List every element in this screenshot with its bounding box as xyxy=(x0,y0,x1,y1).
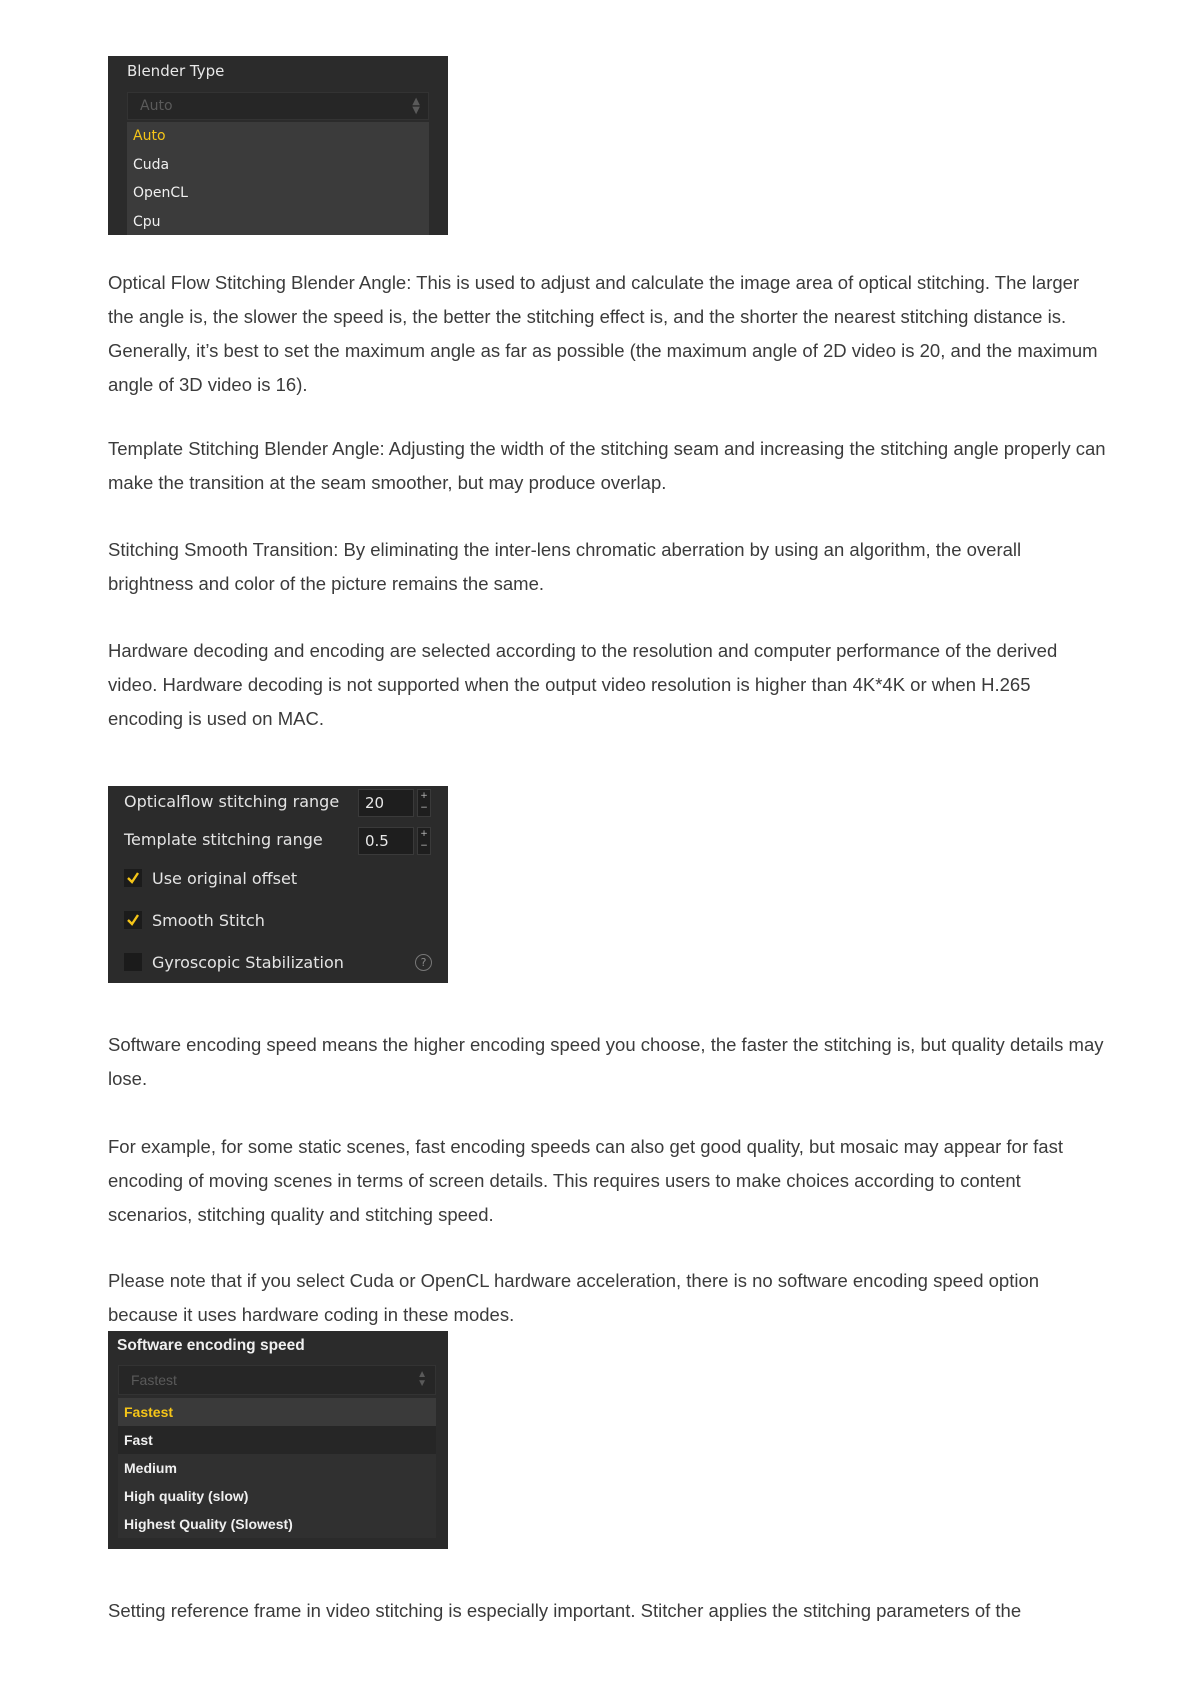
use-original-offset-checkbox[interactable] xyxy=(124,869,142,887)
gyroscopic-stabilization-checkbox[interactable] xyxy=(124,953,142,971)
opticalflow-range-stepper[interactable]: + − xyxy=(417,789,431,817)
template-range-input[interactable]: 0.5 xyxy=(358,827,414,855)
opticalflow-range-label: Opticalflow stitching range xyxy=(124,792,340,811)
checkmark-icon xyxy=(125,912,141,928)
template-range-stepper[interactable]: + − xyxy=(417,827,431,855)
blender-option-auto[interactable]: Auto xyxy=(133,128,166,144)
paragraph-software-encoding: Software encoding speed means the higher encoding speed you choose, the faster the stitching is, but quality details may lose. xyxy=(108,1034,1104,1089)
software-encoding-options xyxy=(118,1398,436,1538)
encoding-option-medium[interactable]: Medium xyxy=(124,1460,177,1476)
smooth-stitch-label: Smooth Stitch xyxy=(152,911,265,930)
blender-type-title: Blender Type xyxy=(127,62,225,80)
blender-option-cuda[interactable]: Cuda xyxy=(133,156,170,173)
software-encoding-panel xyxy=(108,1331,448,1549)
paragraph-reference-frame: Setting reference frame in video stitching is especially important. Stitcher applies the stitching parameters of the xyxy=(108,1600,1022,1621)
encoding-option-highest-quality[interactable]: Highest Quality (Slowest) xyxy=(124,1516,293,1532)
template-range-label: Template stitching range xyxy=(124,830,323,849)
paragraph-hardware-note: Please note that if you select Cuda or OpenCL hardware acceleration, there is no software encoding speed option because it uses hardware coding in these modes. xyxy=(108,1270,1040,1325)
encoding-option-high-quality[interactable]: High quality (slow) xyxy=(124,1488,249,1504)
gyroscopic-stabilization-label: Gyroscopic Stabilization xyxy=(152,953,344,972)
blender-type-options xyxy=(127,122,429,235)
software-encoding-select[interactable] xyxy=(118,1365,436,1395)
stitching-settings-panel xyxy=(108,786,448,983)
blender-option-cpu[interactable]: Cpu xyxy=(133,213,161,230)
blender-type-select[interactable] xyxy=(127,92,429,120)
smooth-stitch-checkbox[interactable] xyxy=(124,911,142,929)
paragraph-optical-flow: Optical Flow Stitching Blender Angle: This is used to adjust and calculate the image area of optical stitching. The larger the angle is, the slower the speed is, the better the stitching effect is, and the shorter the nearest stitching distance is. Generally, it’s best to set the maximum angle as far as possible (the maximum angle of 2D video is 20, and the maximum angle of 3D video is 16). xyxy=(108,272,1098,395)
help-icon[interactable]: ? xyxy=(415,954,432,971)
software-encoding-title: Software encoding speed xyxy=(117,1337,305,1354)
paragraph-template-stitching: Template Stitching Blender Angle: Adjusting the width of the stitching seam and increasing the stitching angle properly can make the transition at the seam smoother, but may produce overlap. xyxy=(108,438,1106,493)
blender-type-panel xyxy=(108,56,448,235)
paragraph-hardware-decoding: Hardware decoding and encoding are selected according to the resolution and computer performance of the derived video. Hardware decoding is not supported when the output video resolution is higher than 4K*4K or when H.265 encoding is used on MAC. xyxy=(108,640,1058,729)
paragraph-example: For example, for some static scenes, fast encoding speeds can also get good quality, but mosaic may appear for fast encoding of moving scenes in terms of screen details. This requires users to make choices according to content scenarios, stitching quality and stitching speed. xyxy=(108,1136,1063,1225)
blender-type-selected-value: Auto xyxy=(140,98,173,114)
opticalflow-range-input[interactable]: 20 xyxy=(358,789,414,817)
use-original-offset-label: Use original offset xyxy=(152,869,298,888)
checkmark-icon xyxy=(125,870,141,886)
select-arrows-icon: ▲ ▼ xyxy=(412,96,420,116)
paragraph-smooth-transition: Stitching Smooth Transition: By eliminating the inter-lens chromatic aberration by using an algorithm, the overall brightness and color of the picture remains the same. xyxy=(108,539,1022,594)
encoding-option-fast[interactable]: Fast xyxy=(118,1426,436,1454)
select-arrows-icon: ▲ ▼ xyxy=(417,1369,427,1389)
software-encoding-selected-value: Fastest xyxy=(131,1372,177,1388)
blender-option-opencl[interactable]: OpenCL xyxy=(133,185,188,201)
encoding-option-fastest[interactable]: Fastest xyxy=(118,1398,436,1426)
